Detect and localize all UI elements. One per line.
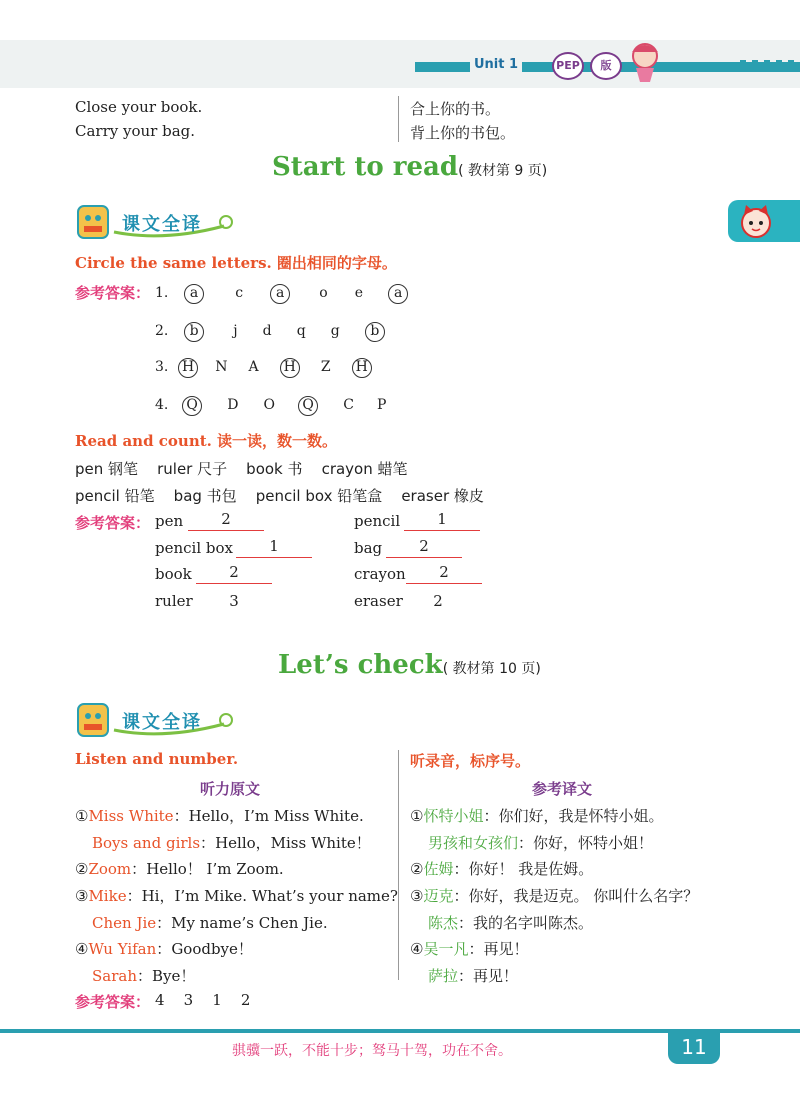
letter: q xyxy=(296,323,306,339)
transcript-line xyxy=(92,832,371,853)
translation-badge xyxy=(74,700,234,740)
letter: N xyxy=(215,359,228,375)
translation-line xyxy=(410,858,593,879)
count-answer: 3 xyxy=(229,592,239,610)
letter-row-3 xyxy=(155,356,372,378)
separator: ： xyxy=(483,807,499,825)
speech: 再见！ xyxy=(473,967,519,985)
letter: A xyxy=(248,359,259,375)
translation-line xyxy=(428,965,518,986)
line-number: ① xyxy=(75,807,89,825)
letter: Z xyxy=(320,359,331,375)
badge-label: 课文全译 xyxy=(122,712,202,733)
line-number: ④ xyxy=(410,940,424,958)
speech: 你好，怀特小姐！ xyxy=(533,834,654,852)
letter: e xyxy=(354,285,364,301)
count-word: book xyxy=(155,565,192,583)
task-circle-letters xyxy=(75,252,397,273)
speech: Bye！ xyxy=(152,967,196,985)
count-word: crayon xyxy=(354,565,406,583)
speaker-name: 吴一凡 xyxy=(423,940,469,958)
circled-letter: Q xyxy=(298,396,318,416)
letter: g xyxy=(330,323,340,339)
transcript-line xyxy=(75,858,284,879)
row-number: 3. xyxy=(155,359,169,375)
circled-letter: Q xyxy=(182,396,202,416)
line-number: ② xyxy=(75,860,89,878)
count-word: bag xyxy=(354,539,383,557)
translation-line xyxy=(410,938,529,959)
page-number: 11 xyxy=(668,1030,720,1064)
textbook-page-ref: ( 教材第 10 页) xyxy=(442,661,541,677)
line-number: ③ xyxy=(75,887,89,905)
section-title: Start to read xyxy=(272,152,459,182)
footer-motto: 骐骥一跃，不能十步；驽马十驾，功在不舍。 xyxy=(232,1043,512,1059)
task-en: Circle the same letters. xyxy=(75,254,272,272)
sentence-en-2: Carry your bag. xyxy=(75,122,196,140)
cat-face-icon xyxy=(736,201,776,241)
circled-letter: a xyxy=(388,284,408,304)
separator: ： xyxy=(131,860,147,878)
transcript-line xyxy=(75,938,253,959)
task-en: Listen and number. xyxy=(75,750,239,768)
right-column-head: 参考译文 xyxy=(532,780,593,798)
pep-badge: PEP xyxy=(552,52,584,80)
task-en: Read and count. xyxy=(75,432,212,450)
speaker-name: Zoom xyxy=(88,860,132,878)
letter-row-1 xyxy=(155,282,408,304)
badge-label: 课文全译 xyxy=(122,214,202,235)
vocab-line-1: pen 钢笔 ruler 尺子 book 书 crayon 蜡笔 xyxy=(75,460,408,478)
circled-letter: b xyxy=(365,322,385,342)
letter: o xyxy=(319,285,328,301)
circled-letter: a xyxy=(184,284,204,304)
checker-decoration xyxy=(740,60,800,76)
count-word: pen xyxy=(155,512,184,530)
transcript-line xyxy=(92,965,195,986)
speech: Hello，Miss White！ xyxy=(215,834,371,852)
answer-label: 参考答案： xyxy=(75,284,151,302)
count-answer: 2 xyxy=(386,537,462,558)
translation-line xyxy=(428,912,593,933)
task-cn: 圈出相同的字母。 xyxy=(276,254,397,272)
separator: ： xyxy=(518,834,534,852)
line-number: ④ xyxy=(75,940,89,958)
count-answer: 1 xyxy=(404,510,480,531)
count-word: pencil xyxy=(354,512,401,530)
left-column-head: 听力原文 xyxy=(200,780,261,798)
speech: Hello，I’m Miss White. xyxy=(188,807,364,825)
speaker-name: Boys and girls xyxy=(92,834,201,852)
speech: 再见！ xyxy=(483,940,529,958)
circled-letter: a xyxy=(270,284,290,304)
task-cn: 听录音，标序号。 xyxy=(410,752,531,770)
speaker-name: 萨拉 xyxy=(428,967,459,985)
separator: ： xyxy=(458,914,474,932)
count-answer: 2 xyxy=(433,592,443,610)
section-heading-lets-check xyxy=(278,650,541,680)
transcript-line xyxy=(92,912,328,933)
speaker-name: Sarah xyxy=(92,967,137,985)
speech: 你好，我是迈克。 你叫什么名字？ xyxy=(468,887,699,905)
separator: ： xyxy=(453,860,469,878)
translation-line xyxy=(410,885,698,906)
textbook-page-ref: ( 教材第 9 页) xyxy=(458,163,548,179)
separator: ： xyxy=(156,914,172,932)
letter: c xyxy=(235,285,244,301)
letter: D xyxy=(227,397,239,413)
speech: 你们好，我是怀特小姐。 xyxy=(498,807,664,825)
speaker-name: 迈克 xyxy=(423,887,454,905)
count-answer: 1 xyxy=(236,537,312,558)
count-answer: 2 xyxy=(196,563,272,584)
speech: My name’s Chen Jie. xyxy=(171,914,328,932)
line-number: ① xyxy=(410,807,424,825)
separator: ： xyxy=(458,967,474,985)
speaker-name: Wu Yifan xyxy=(88,940,157,958)
separator: ： xyxy=(173,807,189,825)
circled-letter: H xyxy=(178,358,198,378)
speaker-name: 怀特小姐 xyxy=(423,807,484,825)
circled-letter: H xyxy=(280,358,300,378)
separator: ： xyxy=(137,967,153,985)
translation-line xyxy=(410,805,664,826)
line-number: ③ xyxy=(410,887,424,905)
transcript-line xyxy=(75,885,398,906)
vocab-line-2: pencil 铅笔 bag 书包 pencil box 铅笔盒 eraser 橡皮 xyxy=(75,487,484,505)
girl-mascot-icon xyxy=(622,38,668,84)
task-cn: 读一读，数一数。 xyxy=(216,432,337,450)
speech: 你好！ 我是佐姆。 xyxy=(468,860,594,878)
letter: d xyxy=(262,323,272,339)
count-word: ruler xyxy=(155,592,193,610)
circled-letter: H xyxy=(352,358,372,378)
count-word: eraser xyxy=(354,592,403,610)
sentence-en-1: Close your book. xyxy=(75,98,203,116)
separator: ： xyxy=(468,940,484,958)
letter: j xyxy=(233,323,238,339)
column-divider xyxy=(398,750,399,980)
sentence-cn-2: 背上你的书包。 xyxy=(410,124,516,142)
side-tab xyxy=(728,200,800,242)
letter: C xyxy=(343,397,354,413)
letter-row-2 xyxy=(155,320,385,342)
speech: Hi，I’m Mike. What’s your name? xyxy=(141,887,398,905)
speaker-name: 陈杰 xyxy=(428,914,459,932)
speech: Goodbye！ xyxy=(171,940,253,958)
edition-badge: 版 xyxy=(590,52,622,80)
speaker-name: 男孩和女孩们 xyxy=(428,834,519,852)
answer-sequence: 4 3 1 2 xyxy=(155,991,251,1009)
translation-badge xyxy=(74,202,234,242)
task-read-count xyxy=(75,430,337,451)
speech: Hello！ I’m Zoom. xyxy=(146,860,284,878)
speech: 我的名字叫陈杰。 xyxy=(473,914,594,932)
line-number: ② xyxy=(410,860,424,878)
answer-label: 参考答案： xyxy=(75,993,151,1011)
count-answer: 2 xyxy=(406,563,482,584)
transcript-line xyxy=(75,805,364,826)
separator: ： xyxy=(453,887,469,905)
speaker-name: Miss White xyxy=(88,807,174,825)
column-divider xyxy=(398,96,399,142)
count-answer: 2 xyxy=(188,510,264,531)
speaker-name: 佐姆 xyxy=(423,860,454,878)
answer-label: 参考答案： xyxy=(75,514,151,532)
section-title: Let’s check xyxy=(278,650,443,680)
sentence-cn-1: 合上你的书。 xyxy=(410,100,501,118)
section-heading-start-to-read xyxy=(272,152,547,182)
separator: ： xyxy=(200,834,216,852)
row-number: 1. xyxy=(155,285,169,301)
separator: ： xyxy=(126,887,142,905)
letter: O xyxy=(263,397,275,413)
speaker-name: Mike xyxy=(88,887,127,905)
unit-label: Unit 1 xyxy=(470,57,522,72)
letter-row-4 xyxy=(155,394,386,416)
separator: ： xyxy=(156,940,172,958)
circled-letter: b xyxy=(184,322,204,342)
row-number: 2. xyxy=(155,323,169,339)
letter: P xyxy=(377,397,387,413)
speaker-name: Chen Jie xyxy=(92,914,157,932)
row-number: 4. xyxy=(155,397,169,413)
translation-line xyxy=(428,832,653,853)
count-word: pencil box xyxy=(155,539,233,557)
